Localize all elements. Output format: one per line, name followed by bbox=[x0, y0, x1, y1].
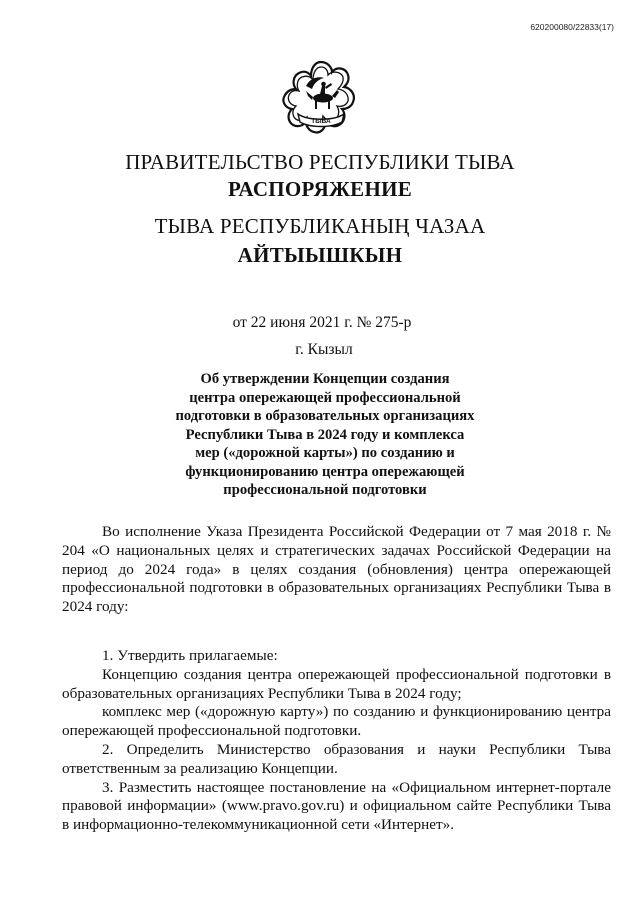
emblem-label: ТЫВА bbox=[311, 118, 331, 125]
intro-paragraph: Во исполнение Указа Президента Российской Федерации от 7 мая 2018 г. № 204 «О национальных целях и стратегических задачах Российской Федерации на период до 2024 года» в целях создания (обновления) центра опережающей профессиональной подготовки в образовательных организациях Республики Тыва в 2024 году: bbox=[62, 523, 611, 616]
order-item: Концепцию создания центра опережающей профессиональной подготовки в образовательных организациях Республики Тыва в 2024 году; bbox=[62, 665, 611, 702]
government-title-tuvan: ТЫВА РЕСПУБЛИКАНЫҢ ЧАЗАА bbox=[154, 214, 486, 238]
subject-line: мер («дорожной карты») по созданию и bbox=[195, 445, 455, 461]
tuva-coat-of-arms-icon bbox=[282, 58, 360, 140]
order-item: 1. Утвердить прилагаемые: bbox=[102, 647, 278, 664]
document-registration-number: 620200080/22833(17) bbox=[530, 22, 614, 32]
order-item: 2. Определить Министерство образования и науки Республики Тыва ответственным за реализацию Концепции. bbox=[62, 740, 611, 777]
subject-line: профессиональной подготовки bbox=[223, 482, 427, 498]
order-items bbox=[62, 647, 611, 835]
order-city: г. Кызыл bbox=[295, 341, 353, 358]
subject-line: Об утверждении Концепции создания bbox=[200, 371, 450, 387]
subject-line: подготовки в образовательных организациях bbox=[175, 408, 475, 424]
order-item: комплекс мер («дорожную карту») по созданию и функционированию центра опережающей профессиональной подготовки. bbox=[62, 703, 611, 740]
order-type-title-tuvan: АЙТЫЫШКЫН bbox=[237, 243, 403, 267]
coat-of-arms-emblem bbox=[282, 58, 360, 140]
subject-line: центра опережающей профессиональной bbox=[189, 389, 461, 406]
subject-line: функционированию центра опережающей bbox=[185, 463, 465, 480]
order-type-title: РАСПОРЯЖЕНИЕ bbox=[227, 177, 413, 201]
intro-section bbox=[62, 523, 611, 617]
order-subject bbox=[150, 370, 500, 500]
order-date-number: от 22 июня 2021 г. № 275-р bbox=[232, 314, 412, 331]
subject-line: Республики Тыва в 2024 году и комплекса bbox=[185, 426, 465, 443]
government-title: ПРАВИТЕЛЬСТВО РЕСПУБЛИКИ ТЫВА bbox=[125, 150, 515, 174]
order-item: 3. Разместить настоящее постановление на «Официальном интернет-портале правовой информации» (www.pravo.gov.ru) и официальном сайте Республики Тыва в информационно-телекоммуникационной сети «Интернет». bbox=[62, 778, 611, 834]
